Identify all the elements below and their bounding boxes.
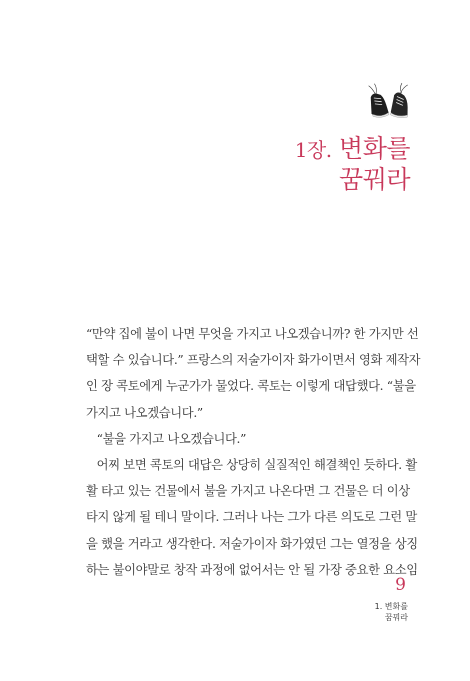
body-line: 활 타고 있는 건물에서 불을 가지고 나온다면 그 건물은 더 이상 (86, 484, 410, 499)
body-line: 어찌 보면 콕토의 대답은 상당히 실질적인 해결책인 듯하다. 활 (86, 457, 417, 472)
running-header-line1: 1. 변화를 (374, 602, 408, 611)
body-line: “불을 가지고 나오겠습니다.” (86, 431, 247, 446)
chapter-title (295, 134, 410, 194)
chapter-title-line1 (295, 134, 410, 165)
chapter-title-text-1: 변화를 (339, 134, 410, 163)
body-text (86, 321, 421, 583)
body-line: 타지 않게 될 테니 말이다. 그러나 나는 그가 다른 의도로 그런 말 (86, 510, 417, 525)
body-line: “만약 집에 불이 나면 무엇을 가지고 나오겠습니까? 한 가지만 선 (86, 327, 419, 341)
running-header (375, 601, 408, 623)
chapter-number: 1장. (294, 138, 332, 162)
sneakers-illustration (366, 82, 414, 122)
body-line: 을 했을 거라고 생각한다. 저술가이자 화가였던 그는 열정을 상징 (86, 536, 418, 551)
running-header-line2: 꿈꿔라 (384, 613, 408, 622)
body-line: 택할 수 있습니다.” 프랑스의 저술가이자 화가이면서 영화 제작자 (86, 353, 421, 368)
chapter-title-line2: 꿈꿔라 (339, 165, 410, 194)
body-line: 가지고 나오겠습니다.” (86, 405, 203, 420)
body-line: 하는 불이야말로 창작 과정에 없어서는 안 될 가장 중요한 요소임 (86, 562, 418, 577)
page-number: 9 (395, 575, 406, 595)
body-line: 인 장 콕토에게 누군가가 물었다. 콕토는 이렇게 대답했다. “불을 (86, 379, 416, 394)
